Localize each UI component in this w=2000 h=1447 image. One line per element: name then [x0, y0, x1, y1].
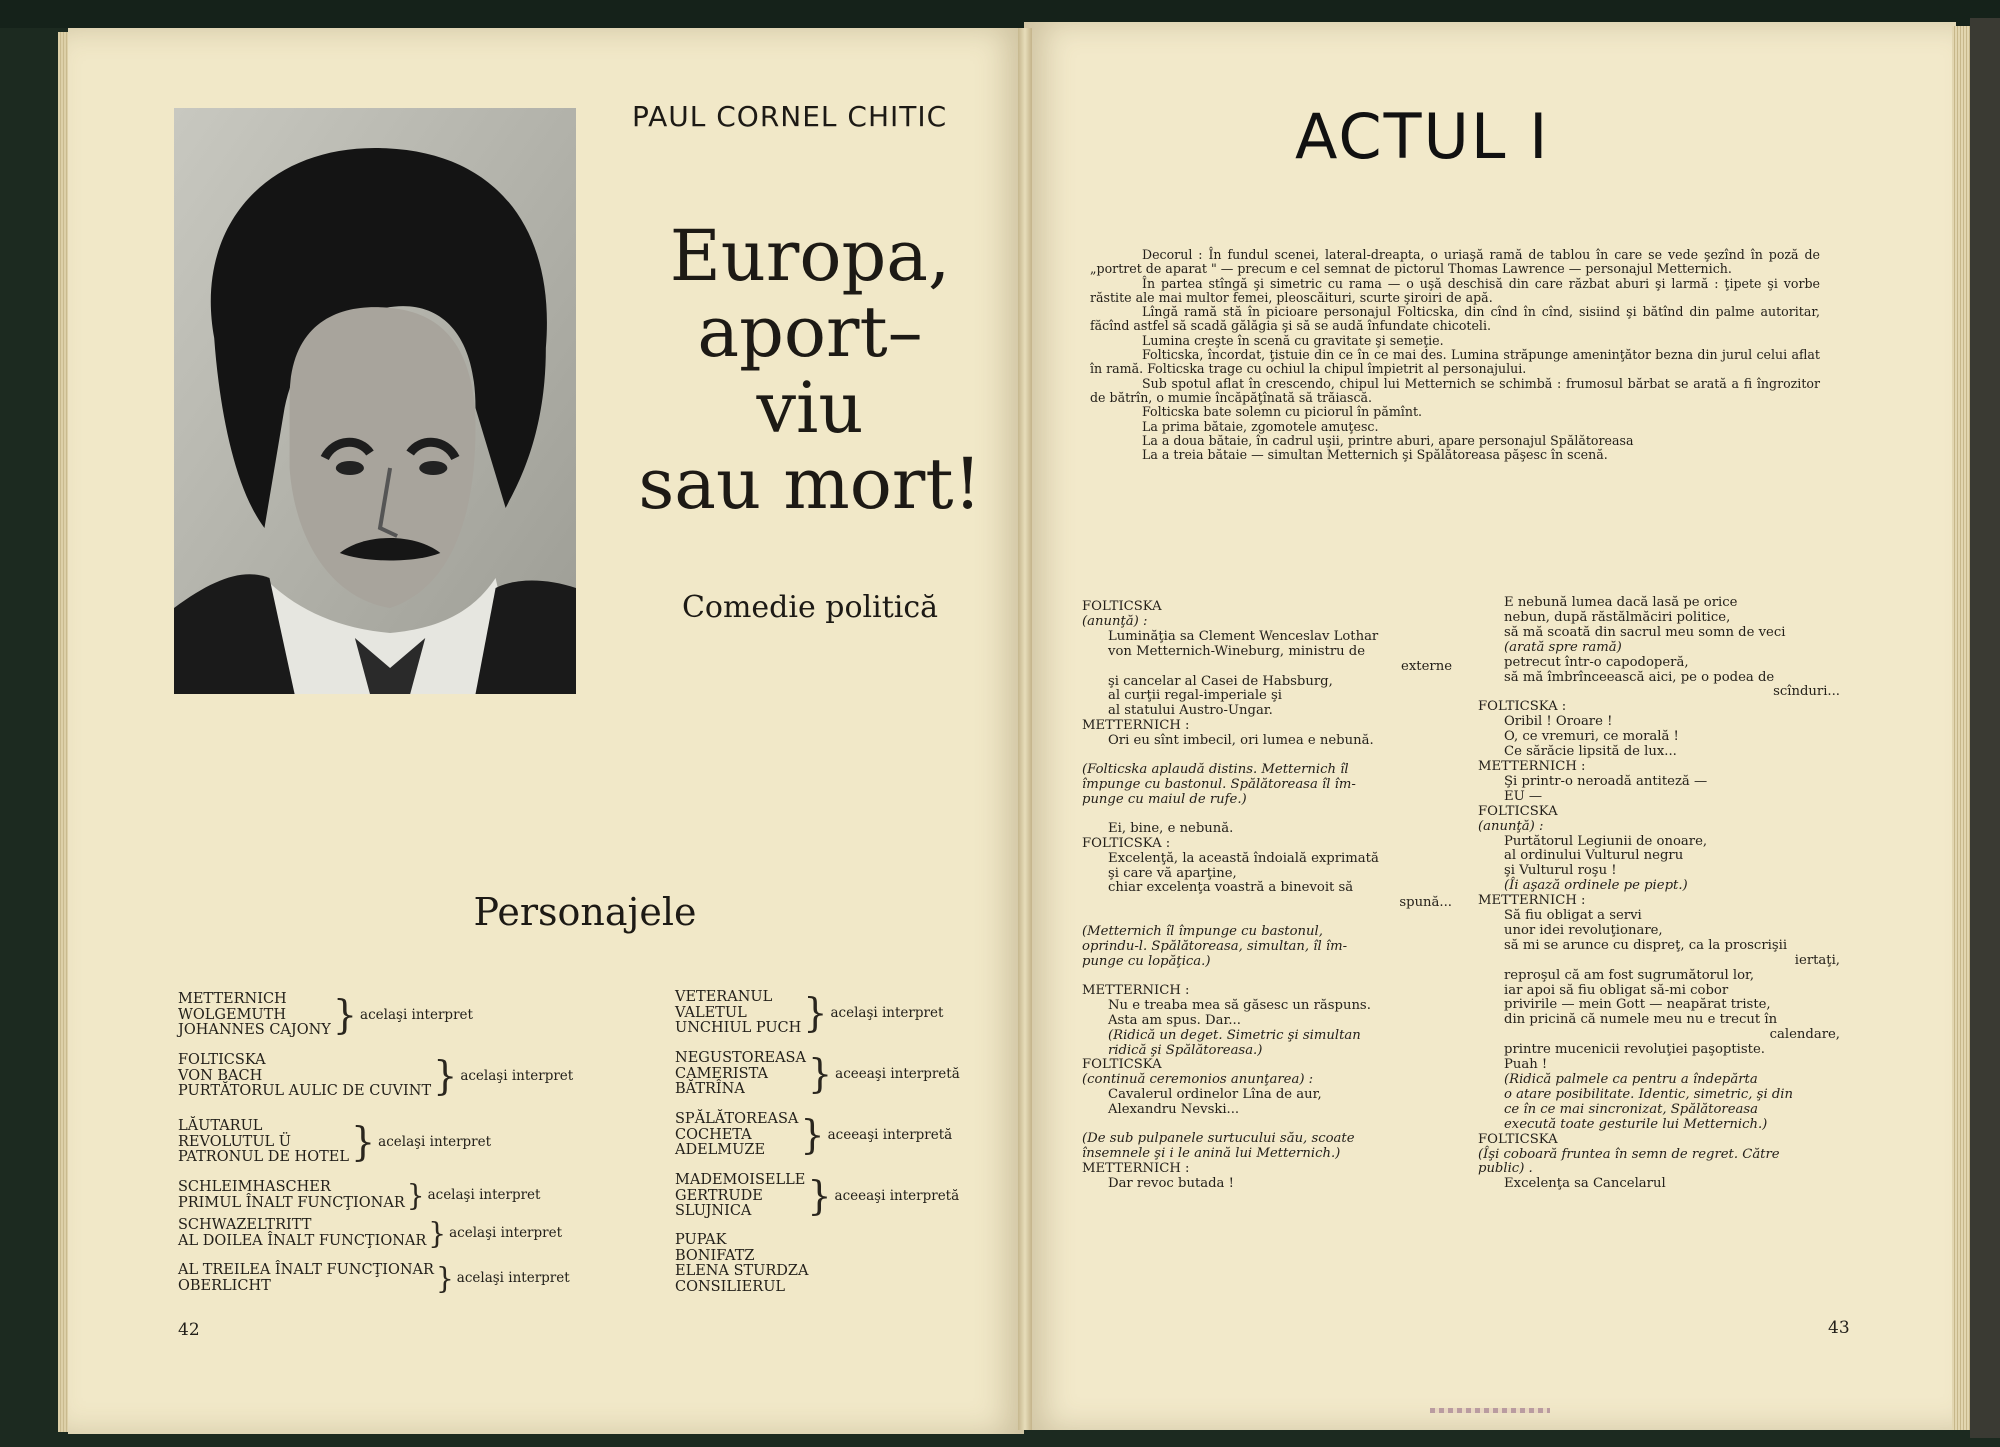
brace: }	[435, 1260, 454, 1296]
stage-direction: (anunţă) :	[1478, 818, 1544, 834]
cast-name: ADELMUZE	[675, 1142, 766, 1158]
verse-line: unor idei revoluţionare,	[1504, 922, 1663, 938]
cast-name: SLUJNICA	[675, 1203, 752, 1219]
decor-paragraph: Decorul : În fundul scenei, lateral-dreapta, o uriaşă ramă de tablou în care se vede şezînd în poză de „portret de aparat " — precum e cel semnat de pictorul Thomas Lawrence — personajul Metternich.	[1090, 247, 1820, 277]
stage-direction: (De sub pulpanele surtucului său, scoate	[1082, 1131, 1355, 1147]
verse-line: Asta am spus. Dar...	[1108, 1012, 1241, 1028]
cast-name: PUPAK	[675, 1232, 727, 1248]
page-number-left: 42	[178, 1320, 200, 1340]
brace: }	[803, 990, 828, 1037]
cast-heading: Personajele	[473, 890, 697, 934]
stage-direction: (anunţă) :	[1082, 613, 1148, 629]
stage-direction: (arată spre ramă)	[1504, 639, 1622, 655]
stage-direction: împunge cu bastonul. Spălătoreasa îl îm-	[1082, 776, 1356, 792]
verse-line: chiar excelenţa voastră a binevoit să	[1108, 880, 1354, 896]
cast-name: CAMERISTA	[675, 1065, 768, 1082]
cast-name: PURTĂTORUL AULIC DE CUVINT	[178, 1083, 432, 1099]
decor-paragraph: Sub spotul aflat în crescendo, chipul lui Metternich se schimbă : frumosul bărbat se arată a fi îngrozitor de bătrîn, o mumie încăpăţînată să trăiască.	[1090, 375, 1820, 405]
cast-name: PRIMUL ÎNALT FUNCŢIONAR	[178, 1194, 405, 1211]
cast-note: acelaşi interpret	[460, 1067, 574, 1084]
title-line: viu	[756, 367, 864, 449]
verse-line: al curţii regal-imperiale şi	[1108, 688, 1283, 704]
decor-paragraph: La a doua bătaie, în cadrul uşii, printre aburi, apare personajul Spălătoreasa	[1142, 432, 1634, 448]
cast-note: acelaşi interpret	[830, 1004, 944, 1021]
decor-paragraph: La prima bătaie, zgomotele amuţesc.	[1142, 418, 1379, 434]
right-page-stack	[1952, 26, 1970, 1430]
dialogue-column-right	[1478, 596, 1840, 1192]
stage-direction: (Îi aşază ordinele pe piept.)	[1504, 878, 1688, 894]
line-gap	[1082, 970, 1452, 984]
verse-line: Ei, bine, e nebună.	[1108, 820, 1234, 836]
verse-line: Oribil ! Oroare !	[1504, 714, 1613, 730]
cast-group	[178, 1260, 570, 1296]
line-gap	[1082, 1118, 1452, 1132]
act-title: ACTUL I	[1295, 100, 1550, 173]
cast-group	[675, 1112, 952, 1159]
verse-line: Puah !	[1504, 1057, 1548, 1073]
verse-line: Nu e treaba mea să găsesc un răspuns.	[1108, 997, 1371, 1013]
decor-paragraph: Folticska bate solemn cu piciorul în pămînt.	[1142, 404, 1423, 420]
stage-direction: (Îşi coboară fruntea în semn de regret. Către	[1478, 1146, 1780, 1162]
cast-name: AL DOILEA ÎNALT FUNCŢIONAR	[178, 1232, 427, 1249]
cast-name: WOLGEMUTH	[178, 1006, 286, 1023]
decor-paragraph: Lîngă ramă stă în picioare personajul Folticska, din cînd în cînd, sisiind şi bătînd din palme autoritar, făcînd astfel să scadă gălăgia şi să se audă înfundate chicoteli.	[1090, 304, 1820, 334]
brace: }	[428, 1215, 447, 1251]
speaker-name: FOLTICSKA	[1478, 1131, 1558, 1147]
cast-name: VALETUL	[675, 1004, 747, 1021]
cast-name: METTERNICH	[178, 991, 287, 1007]
cast-name: UNCHIUL PUCH	[675, 1020, 802, 1036]
cast-group	[675, 1173, 959, 1220]
cast-note: acelaşi interpret	[378, 1133, 492, 1150]
verse-line: O, ce vremuri, ce morală !	[1504, 729, 1679, 745]
verse-line: Cavalerul ordinelor Lîna de aur,	[1108, 1087, 1322, 1103]
cast-group	[675, 1233, 808, 1295]
verse-line: von Metternich-Wineburg, ministru de	[1108, 643, 1366, 659]
verse-line: să mă îmbrînceească aici, pe o podea de	[1504, 669, 1775, 685]
cast-name: SCHLEIMHASCHER	[178, 1179, 331, 1195]
brace: }	[433, 1053, 458, 1100]
decor-paragraph: Folticska, încordat, ţistuie din ce în ce mai des. Lumina străpunge ameninţător bezna din jurul celui aflat în ramă. Folticska trage cu ochiul la chipul împietrit al personajului.	[1090, 347, 1820, 377]
brace: }	[807, 1051, 833, 1098]
verse-line: Luminăţia sa Clement Wenceslav Lothar	[1108, 628, 1379, 644]
cast-note: acelaşi interpret	[427, 1186, 541, 1203]
title-line: Europa,	[669, 215, 951, 297]
verse-line: Excelenţa sa Cancelarul	[1504, 1176, 1666, 1192]
line-gap	[1082, 808, 1452, 822]
verse-line: Alexandru Nevski...	[1108, 1102, 1240, 1118]
stage-direction: ridică şi Spălătoreasa.)	[1108, 1042, 1263, 1058]
verse-line: petrecut într-o capodoperă,	[1504, 654, 1689, 670]
cast-name: COCHETA	[675, 1126, 752, 1143]
speaker-name: FOLTICSKA :	[1478, 699, 1567, 715]
cast-name: NEGUSTOREASA	[675, 1050, 806, 1066]
verse-line: EU —	[1504, 788, 1543, 804]
verse-line: Să fiu obligat a servi	[1504, 908, 1642, 924]
speaker-name: METTERNICH :	[1082, 982, 1190, 998]
speaker-name: FOLTICSKA :	[1082, 835, 1171, 851]
play-title	[620, 215, 1000, 525]
stage-direction: (continuă ceremonios anunţarea) :	[1082, 1072, 1314, 1088]
cast-name: BONIFATZ	[675, 1247, 755, 1264]
speaker-name: FOLTICSKA	[1082, 599, 1162, 614]
verse-line: nebun, după răstălmăciri politice,	[1504, 609, 1731, 625]
cast-name: VETERANUL	[675, 989, 773, 1005]
stage-direction: (Metternich îl împunge cu bastonul,	[1082, 924, 1323, 940]
cast-name: SPĂLĂTOREASA	[675, 1111, 799, 1127]
verse-line-wrap: spună...	[1399, 895, 1452, 911]
verse-line: şi Vulturul roşu !	[1504, 863, 1617, 879]
stage-direction: punge cu maiul de rufe.)	[1082, 791, 1247, 807]
brace: }	[800, 1112, 825, 1159]
dialogue-column-left	[1082, 600, 1452, 1192]
speaker-name: METTERNICH :	[1082, 718, 1190, 734]
cast-note: acelaşi interpret	[360, 1006, 473, 1023]
verse-line: şi care vă aparţine,	[1108, 865, 1237, 881]
verse-line: din pricină că numele meu nu e trecut în	[1504, 1012, 1778, 1028]
verse-line-wrap: calendare,	[1769, 1027, 1840, 1043]
brace: }	[350, 1119, 376, 1166]
cast-name: FOLTICSKA	[178, 1052, 266, 1068]
book-gutter	[1018, 28, 1032, 1430]
stage-direction: oprindu-l. Spălătoreasa, simultan, îl îm-	[1082, 939, 1348, 955]
verse-line-wrap: iertaţi,	[1794, 952, 1840, 968]
cast-name: JOHANNES CAJONY	[178, 1022, 331, 1038]
line-gap	[1082, 749, 1452, 763]
stage-direction: o atare posibilitate. Identic, simetric, şi din	[1504, 1086, 1794, 1102]
speaker-name: FOLTICSKA	[1478, 803, 1558, 819]
verse-line: al statului Austro-Ungar.	[1108, 703, 1273, 719]
cast-name: SCHWAZELTRITT	[178, 1217, 312, 1233]
verse-line: printre mucenicii revoluţiei paşoptiste.	[1504, 1042, 1765, 1058]
torn-sticker-mark	[1430, 1408, 1550, 1413]
stage-direction: public) .	[1478, 1161, 1533, 1177]
brace: }	[807, 1173, 832, 1220]
author-portrait-photo	[174, 108, 576, 694]
stage-direction: (Ridică palmele ca pentru a îndepărta	[1504, 1072, 1758, 1087]
decor-paragraph: Lumina creşte în scenă cu gravitate şi semeţie.	[1142, 332, 1444, 348]
stage-direction: ce în ce mai sincronizat, Spălătoreasa	[1504, 1101, 1759, 1117]
cast-note: acelaşi interpret	[449, 1224, 563, 1241]
verse-line: Ce sărăcie lipsită de lux...	[1504, 744, 1677, 760]
page-number-right: 43	[1828, 1318, 1850, 1338]
verse-line: Ori eu sînt imbecil, ori lumea e nebună.	[1108, 733, 1374, 749]
speaker-name: METTERNICH :	[1478, 758, 1586, 774]
verse-line: reproşul că am fost sugrumătorul lor,	[1504, 967, 1755, 983]
cast-name: MADEMOISELLE	[675, 1172, 806, 1188]
decor-paragraph: În partea stîngă şi simetric cu rama — o uşă deschisă din care răzbat aburi şi larmă : ţipete şi vorbe răstite ale mai multor femei, pleoscăituri, scurte şiroiri de apă.	[1090, 275, 1820, 305]
line-gap	[1082, 911, 1452, 925]
stage-direction: execută toate gesturile lui Metternich.)	[1504, 1116, 1768, 1132]
verse-line: privirile — mein Gott — neapărat triste,	[1504, 997, 1771, 1013]
cast-name: ELENA STURDZA	[675, 1263, 809, 1279]
verse-line: Dar revoc butada !	[1108, 1175, 1234, 1191]
stage-directions-intro	[1090, 248, 1820, 462]
speaker-name: METTERNICH :	[1478, 893, 1586, 909]
cast-name: AL TREILEA ÎNALT FUNCŢIONAR	[178, 1262, 434, 1278]
verse-line: să mi se arunce cu dispreţ, ca la proscrişii	[1504, 937, 1788, 953]
stage-direction: (Ridică un deget. Simetric şi simultan	[1108, 1027, 1361, 1043]
stage-direction: punge cu lopăţica.)	[1082, 954, 1211, 970]
title-line: sau mort!	[638, 443, 982, 525]
brace: }	[406, 1177, 425, 1213]
cast-name: GERTRUDE	[675, 1187, 763, 1204]
verse-line: al ordinului Vulturul negru	[1504, 848, 1684, 864]
verse-line: să mă scoată din sacrul meu somn de veci	[1504, 624, 1786, 640]
cast-group	[178, 992, 473, 1039]
brace: }	[332, 992, 358, 1039]
cast-name: LĂUTARUL	[178, 1118, 263, 1134]
cast-group	[178, 1177, 541, 1213]
verse-line-wrap: externe	[1401, 658, 1452, 674]
verse-line: E nebună lumea dacă lasă pe orice	[1504, 595, 1738, 610]
cast-note: aceeaşi interpretă	[827, 1126, 953, 1143]
play-subtitle: Comedie politică	[681, 590, 939, 625]
stage-direction: însemnele şi i le anină lui Metternich.)	[1082, 1146, 1341, 1161]
cast-name: PATRONUL DE HOTEL	[178, 1149, 349, 1165]
verse-line: şi cancelar al Casei de Habsburg,	[1108, 673, 1333, 689]
book-cover-right	[1970, 18, 2000, 1438]
speaker-name: METTERNICH :	[1082, 1160, 1190, 1176]
cast-group	[178, 1215, 563, 1251]
author-name: PAUL CORNEL CHITIC	[632, 100, 948, 133]
stage-direction: (Folticska aplaudă distins. Metternich îl	[1082, 762, 1349, 778]
cast-note: acelaşi interpret	[456, 1269, 570, 1286]
verse-line: Purtătorul Legiunii de onoare,	[1504, 833, 1708, 849]
verse-line-wrap: scînduri...	[1773, 684, 1840, 700]
cast-group	[675, 990, 943, 1037]
cast-name: CONSILIERUL	[675, 1278, 786, 1295]
title-line: aport–	[697, 291, 923, 373]
cast-note: aceeaşi interpretă	[835, 1065, 960, 1082]
cast-group	[675, 1051, 960, 1098]
verse-line: Şi printr-o neroadă antiteză —	[1504, 773, 1708, 789]
decor-paragraph: La a treia bătaie — simultan Metternich şi Spălătoreasa păşesc în scenă.	[1142, 447, 1608, 463]
cast-name: VON BACH	[178, 1067, 263, 1084]
speaker-name: FOLTICSKA	[1082, 1057, 1162, 1073]
cast-name: BĂTRÎNA	[675, 1081, 745, 1097]
cast-note: aceeaşi interpretă	[834, 1187, 960, 1204]
cast-name: OBERLICHT	[178, 1277, 271, 1294]
cast-group	[178, 1119, 491, 1166]
verse-line: Excelenţă, la această îndoială exprimată	[1108, 850, 1379, 866]
verse-line: iar apoi să fiu obligat să-mi cobor	[1504, 982, 1729, 998]
cast-group	[178, 1053, 573, 1100]
cast-name: REVOLUTUL Ü	[178, 1133, 292, 1150]
